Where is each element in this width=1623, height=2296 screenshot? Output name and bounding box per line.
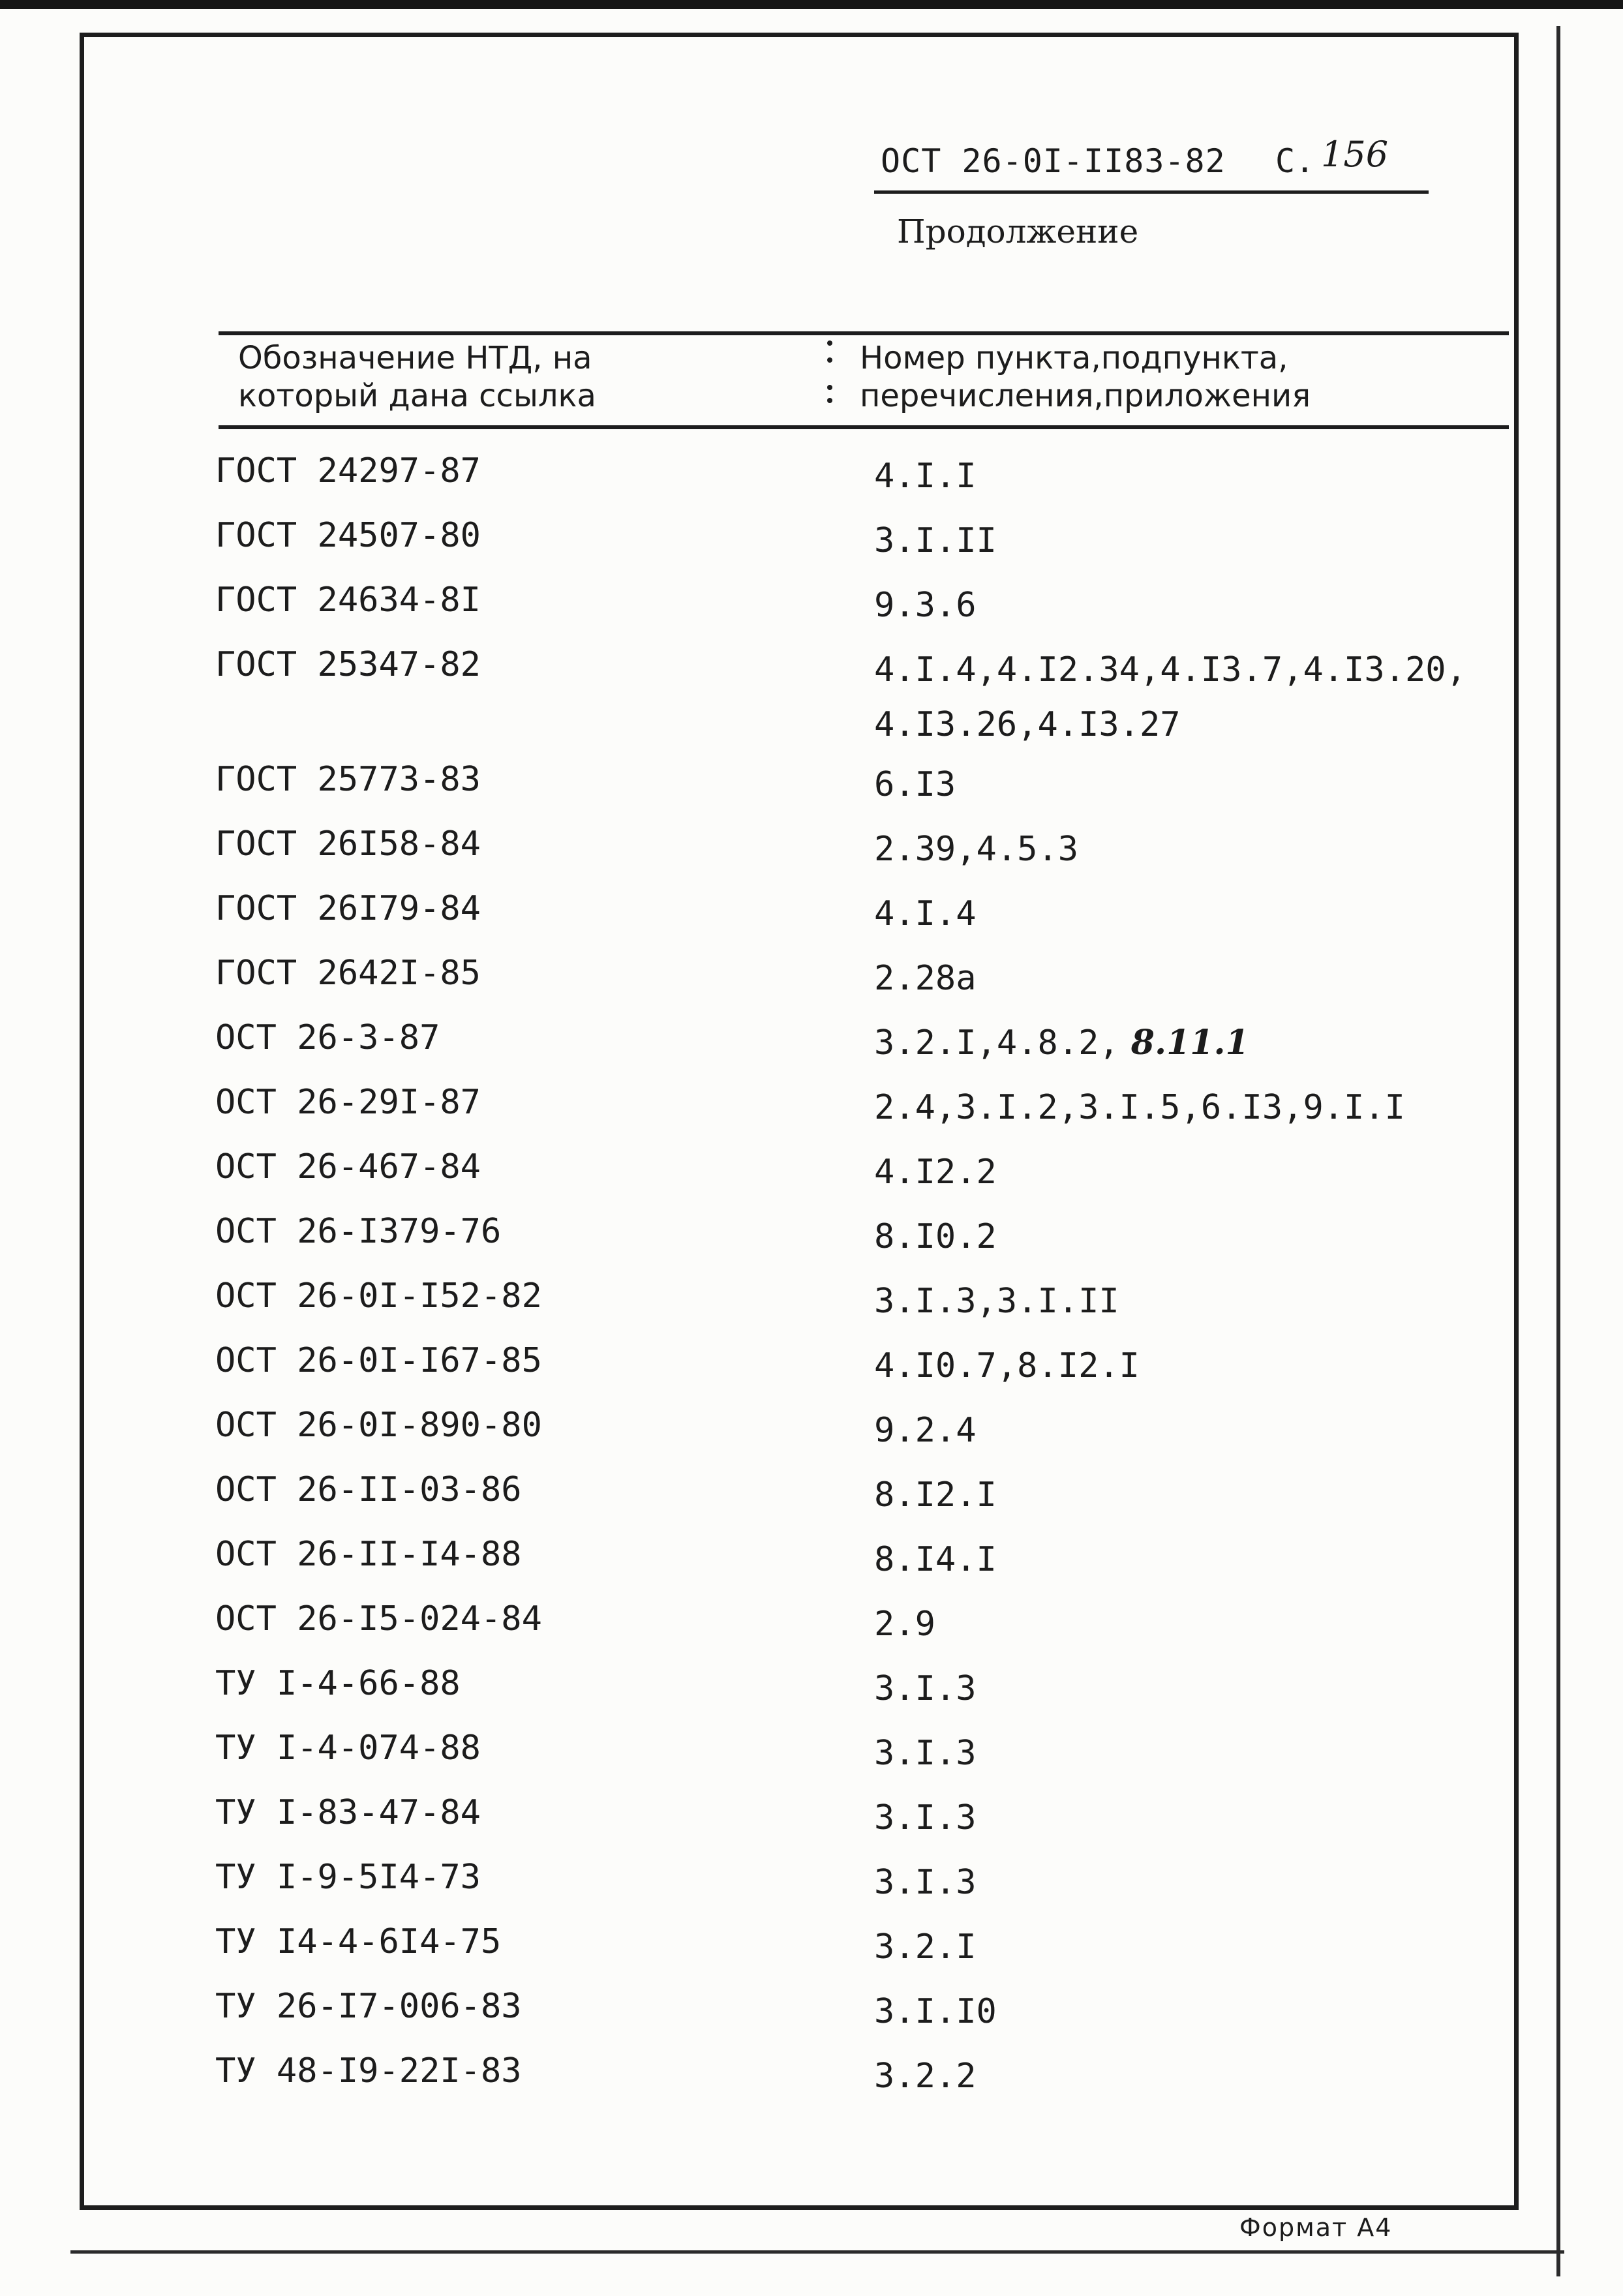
column-header-clauses: Номер пункта,подпункта, перечисления,приложения: [860, 340, 1311, 414]
page-label: С.: [1275, 142, 1315, 180]
reference-designation: ГОСТ 24634-8I: [215, 581, 481, 620]
table-row: [215, 444, 1507, 508]
table-row: [215, 1269, 1507, 1333]
clause-numbers: [871, 1403, 1507, 1458]
clause-numbers: [871, 1984, 1507, 2039]
table-row: [215, 1462, 1507, 1527]
table-row: [215, 1656, 1507, 1721]
scan-top-edge: [0, 0, 1623, 9]
reference-designation: ТУ 48-I9-22I-83: [215, 2051, 522, 2091]
clause-text: 8.I4.I: [874, 1540, 997, 1579]
clause-text: 3.2.I,4.8.2,: [874, 1023, 1119, 1063]
table-row: [215, 508, 1507, 573]
clause-numbers: [871, 1790, 1507, 1845]
clause-text: 9.2.4: [874, 1411, 977, 1450]
clause-text: 3.I.I0: [874, 1992, 997, 2031]
clause-text: 9.3.6: [874, 586, 977, 625]
reference-designation: ТУ 26-I7-006-83: [215, 1987, 522, 2026]
clause-text: 3.I.II: [874, 521, 997, 560]
table-row: [215, 1010, 1507, 1075]
clause-numbers: [871, 449, 1507, 504]
clause-text: 3.I.3: [874, 1798, 977, 1837]
table-row: [215, 881, 1507, 946]
reference-designation: ОСТ 26-0I-890-80: [215, 1406, 542, 1445]
table-row: [215, 1398, 1507, 1462]
clause-text: 3.I.3: [874, 1669, 977, 1708]
clause-text: 3.I.3: [874, 1863, 977, 1902]
clause-numbers: [871, 513, 1507, 568]
reference-designation: ГОСТ 2642I-85: [215, 954, 481, 993]
table-header-rule: [219, 425, 1509, 429]
clause-numbers: [871, 2049, 1507, 2104]
table-row: [215, 1850, 1507, 1914]
reference-designation: ОСТ 26-II-03-86: [215, 1470, 522, 1509]
clause-text: 2.28а: [874, 959, 977, 998]
reference-designation: ОСТ 26-29I-87: [215, 1083, 481, 1122]
reference-designation: ГОСТ 25773-83: [215, 760, 481, 799]
clause-numbers: [871, 642, 1507, 752]
clause-text: 6.I3: [874, 765, 956, 804]
reference-designation: ОСТ 26-I5-024-84: [215, 1599, 542, 1639]
clause-text: 4.I2.2: [874, 1153, 997, 1192]
reference-designation: ТУ I4-4-6I4-75: [215, 1922, 502, 1961]
reference-designation: ГОСТ 26I79-84: [215, 889, 481, 928]
clause-text: 4.I.4: [874, 894, 977, 933]
clause-text: 3.I.3: [874, 1734, 977, 1773]
clause-numbers: [871, 1338, 1507, 1393]
reference-designation: ОСТ 26-0I-I52-82: [215, 1276, 542, 1316]
clause-numbers: [871, 1080, 1507, 1135]
clause-text: 2.9: [874, 1605, 935, 1644]
reference-designation: ТУ I-83-47-84: [215, 1793, 481, 1832]
reference-designation: ТУ I-4-66-88: [215, 1664, 461, 1703]
page-number: 156: [1321, 134, 1389, 175]
reference-table-body: [215, 444, 1507, 2108]
table-row: [215, 752, 1507, 817]
reference-designation: ТУ I-4-074-88: [215, 1729, 481, 1768]
clause-text: 3.I.3,3.I.II: [874, 1282, 1119, 1321]
table-row: [215, 1140, 1507, 1204]
reference-designation: ОСТ 26-0I-I67-85: [215, 1341, 542, 1380]
column-divider-dots: [827, 334, 834, 406]
table-row: [215, 637, 1507, 752]
table-row: [215, 1979, 1507, 2044]
table-row: [215, 1527, 1507, 1592]
clause-numbers: [871, 1532, 1507, 1587]
reference-designation: ОСТ 26-II-I4-88: [215, 1535, 522, 1574]
clause-numbers: [871, 1209, 1507, 1264]
clause-numbers: [871, 757, 1507, 812]
clause-numbers: [871, 1726, 1507, 1781]
table-row: [215, 1785, 1507, 1850]
format-label: Формат А4: [1239, 2213, 1393, 2242]
reference-designation: ГОСТ 26I58-84: [215, 824, 481, 864]
clause-text: 2.39,4.5.3: [874, 830, 1079, 869]
reference-designation: ГОСТ 24297-87: [215, 451, 481, 491]
clause-numbers: [871, 1855, 1507, 1910]
table-row: [215, 1333, 1507, 1398]
table-row: [215, 573, 1507, 637]
clause-numbers: [871, 1920, 1507, 1974]
clause-numbers: [871, 886, 1507, 941]
clause-text: 3.2.2: [874, 2057, 977, 2096]
reference-designation: ГОСТ 25347-82: [215, 645, 481, 684]
table-row: [215, 1914, 1507, 1979]
table-row: [215, 817, 1507, 881]
frame-bottom-rule: [70, 2250, 1564, 2254]
clause-text: 2.4,3.I.2,3.I.5,6.I3,9.I.I: [874, 1088, 1405, 1127]
clause-text: 8.I2.I: [874, 1475, 997, 1515]
table-row: [215, 1721, 1507, 1785]
frame-right-rule: [1556, 26, 1560, 2276]
clause-text: 4.I.4,4.I2.34,4.I3.7,4.I3.20, 4.I3.26,4.I3.27: [874, 650, 1466, 744]
reference-designation: ГОСТ 24507-80: [215, 516, 481, 555]
clause-text: 4.I0.7,8.I2.I: [874, 1346, 1140, 1385]
document-code: ОСТ 26-0I-II83-82: [881, 142, 1226, 180]
table-row: [215, 1075, 1507, 1140]
table-row: [215, 1592, 1507, 1656]
reference-designation: ОСТ 26-I379-76: [215, 1212, 502, 1251]
handwritten-clause: 8.11.1: [1119, 1023, 1249, 1063]
continuation-label: Продолжение: [897, 213, 1139, 250]
clause-numbers: [871, 578, 1507, 633]
clause-numbers: [871, 1274, 1507, 1329]
reference-designation: ТУ I-9-5I4-73: [215, 1858, 481, 1897]
table-row: [215, 946, 1507, 1010]
clause-numbers: [871, 1145, 1507, 1200]
clause-numbers: [871, 1597, 1507, 1652]
clause-numbers: [871, 951, 1507, 1006]
clause-numbers: [871, 1661, 1507, 1716]
clause-text: 3.2.I: [874, 1927, 977, 1967]
clause-numbers: [871, 822, 1507, 877]
clause-numbers: [871, 1016, 1507, 1070]
clause-text: 4.I.I: [874, 457, 977, 496]
column-header-reference: Обозначение НТД, на который дана ссылка: [238, 340, 596, 414]
table-row: [215, 1204, 1507, 1269]
clause-text: 8.I0.2: [874, 1217, 997, 1256]
reference-designation: ОСТ 26-3-87: [215, 1018, 440, 1057]
table-row: [215, 2044, 1507, 2108]
reference-designation: ОСТ 26-467-84: [215, 1147, 481, 1186]
table-top-rule: [219, 331, 1509, 335]
clause-numbers: [871, 1468, 1507, 1522]
header-underline: [874, 190, 1429, 194]
